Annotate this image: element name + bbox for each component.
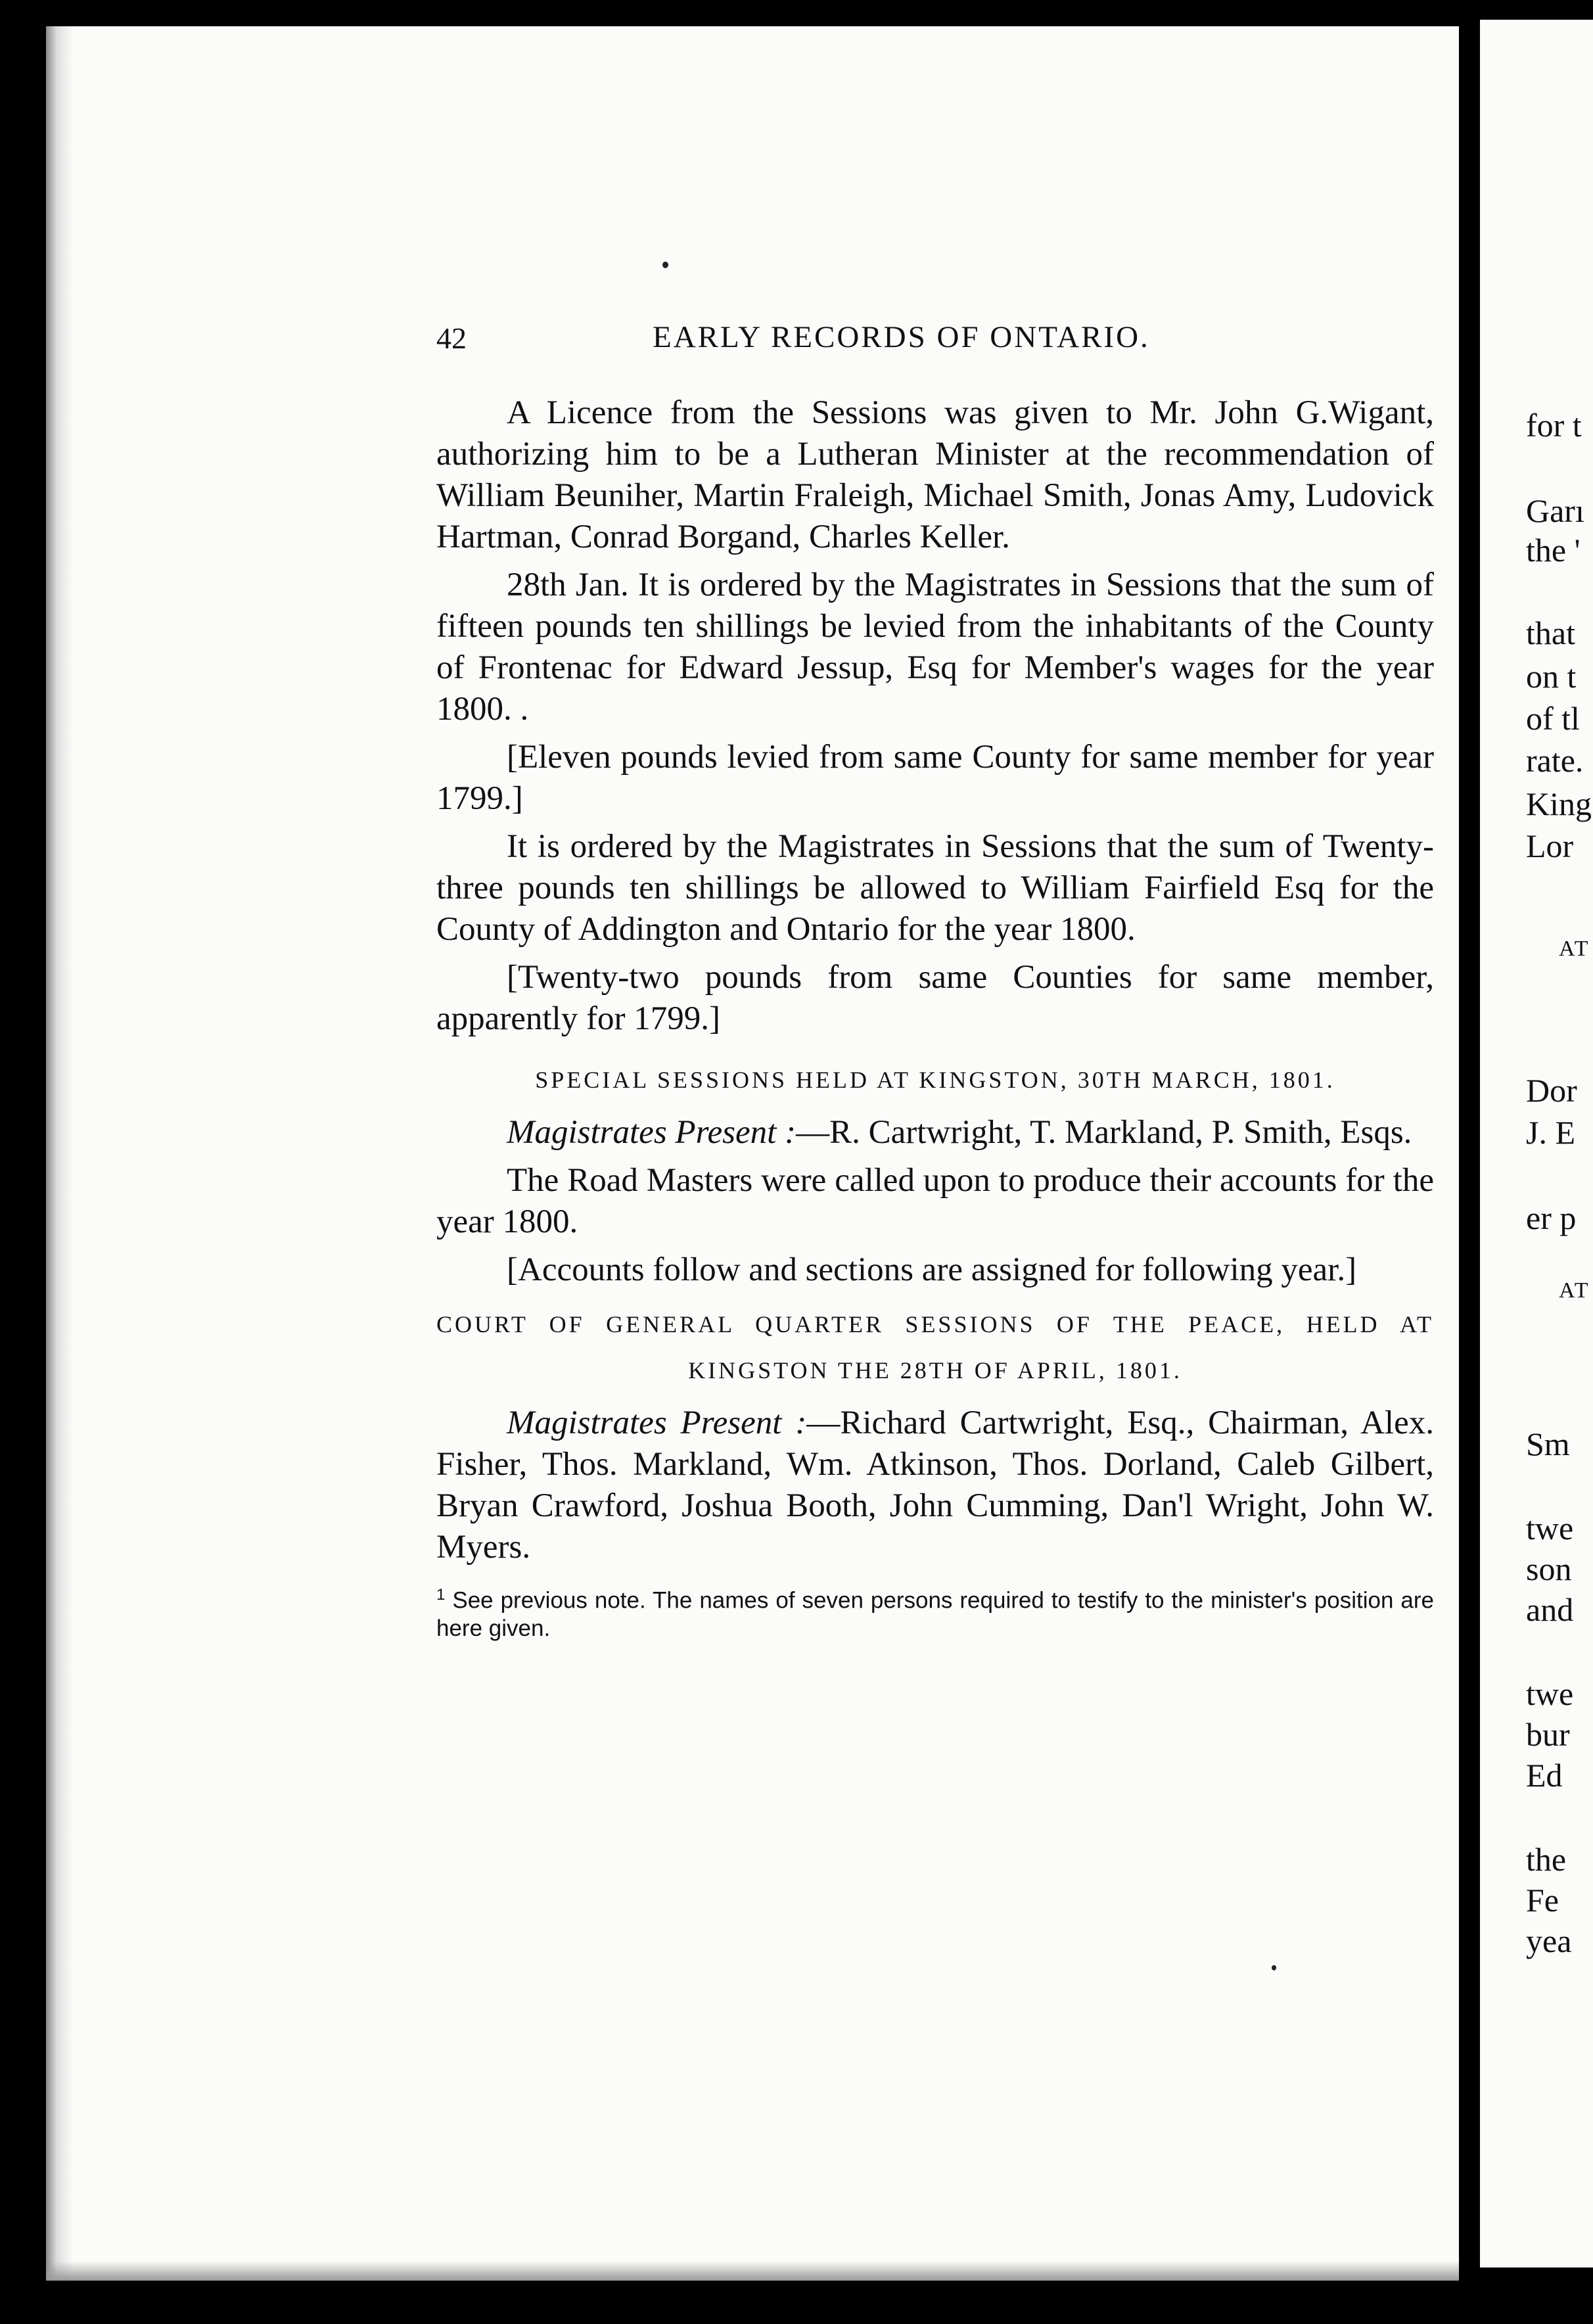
- ink-speck: [1272, 1965, 1276, 1970]
- facing-fragment: on t: [1526, 658, 1577, 695]
- facing-fragment: J. E: [1526, 1114, 1575, 1151]
- facing-fragment: Lor: [1526, 827, 1574, 864]
- facing-fragment: the: [1526, 1841, 1567, 1878]
- special-sessions-present: [436, 1112, 1434, 1153]
- present-label: Magistrates Present :: [507, 1405, 807, 1441]
- running-head: EARLY RECORDS OF ONTARIO.: [653, 320, 1150, 354]
- facing-fragment: bur: [1526, 1716, 1570, 1753]
- facing-fragment: er p: [1526, 1199, 1577, 1236]
- facing-fragment: for t: [1526, 407, 1582, 444]
- facing-fragment: twe: [1526, 1510, 1574, 1546]
- court-present: [436, 1403, 1434, 1568]
- page-edge-shadow: [46, 26, 72, 2281]
- facing-fragment: King: [1526, 785, 1592, 822]
- paragraph-twenty-two-pounds: [Twenty-two pounds from same Counties for same member, apparently for 1799.]: [436, 959, 1434, 1037]
- paragraph-licence: A Licence from the Sessions was given to Mr. John G.Wigant, authorizing him to be a Lutheran Minister at the recommendation of William Beuniher, Martin Fraleigh, Michael Smith, Jonas Amy, Ludovick Hartman, Conrad Borgand, Charles Keller.: [436, 394, 1434, 555]
- facing-fragment: Ed: [1526, 1757, 1563, 1794]
- facing-fragment: AT: [1559, 937, 1590, 961]
- facing-fragment: of tl: [1526, 700, 1580, 737]
- body-text: [436, 392, 1434, 1642]
- present-label: Magistrates Present :: [507, 1114, 796, 1151]
- present-names: —Richard Cartwright, Esq., Chairman, Alex. Fisher, Thos. Markland, Wm. Atkinson, Thos. Dorland, Caleb Gilbert, Bryan Crawford, Joshua Booth, John Cumming, Dan'l Wright, John W. Myers.: [436, 1405, 1434, 1566]
- footnote: [436, 1581, 1434, 1642]
- facing-fragment: the ': [1526, 532, 1581, 569]
- court-heading-line2: KINGSTON THE 28TH OF APRIL, 1801.: [688, 1357, 1182, 1383]
- paragraph-road-masters: The Road Masters were called upon to produce their accounts for the year 1800.: [436, 1162, 1434, 1240]
- paragraph-frontenac-levy: 28th Jan. It is ordered by the Magistrates in Sessions that the sum of fifteen pounds ten shillings be levied from the inhabitants of the County of Frontenac for Edward Jessup, Esq for Member's wages for the year 1800. .: [436, 567, 1434, 728]
- facing-fragment: son: [1526, 1550, 1572, 1587]
- facing-fragment: Fe: [1526, 1882, 1559, 1918]
- present-names: —R. Cartwright, T. Markland, P. Smith, Esqs.: [796, 1114, 1412, 1151]
- footnote-marker: 1: [436, 1586, 446, 1604]
- page-number: 42: [436, 321, 467, 355]
- facing-fragment: yea: [1526, 1922, 1572, 1959]
- paragraph-eleven-pounds: [Eleven pounds levied from same County for same member for year 1799.]: [436, 739, 1434, 817]
- special-sessions-heading: SPECIAL SESSIONS HELD AT KINGSTON, 30TH MARCH, 1801.: [535, 1067, 1335, 1093]
- footnote-text: See previous note. The names of seven persons required to testify to the minister's position are here given.: [436, 1587, 1434, 1641]
- facing-fragment: twe: [1526, 1675, 1574, 1712]
- facing-fragment: AT: [1559, 1278, 1590, 1303]
- book-gutter: [1462, 26, 1479, 2324]
- facing-fragment: Dor: [1526, 1072, 1577, 1109]
- paragraph-fairfield: It is ordered by the Magistrates in Sessions that the sum of Twenty-three pounds ten shillings be allowed to William Fairfield Esq for the County of Addington and Ontario for the year 1800.: [436, 828, 1434, 948]
- facing-fragment: and: [1526, 1591, 1574, 1628]
- facing-fragment: that: [1526, 615, 1575, 651]
- facing-fragment: Sm: [1526, 1426, 1570, 1462]
- ink-speck: [662, 262, 668, 268]
- paragraph-accounts: [Accounts follow and sections are assigned for following year.]: [507, 1251, 1357, 1288]
- court-heading-line1: COURT OF GENERAL QUARTER SESSIONS OF THE PEACE, HELD AT: [436, 1311, 1434, 1337]
- page-bottom-shadow: [46, 2261, 1459, 2281]
- facing-fragment: rate.: [1526, 742, 1584, 779]
- facing-fragment: Garı: [1526, 492, 1584, 529]
